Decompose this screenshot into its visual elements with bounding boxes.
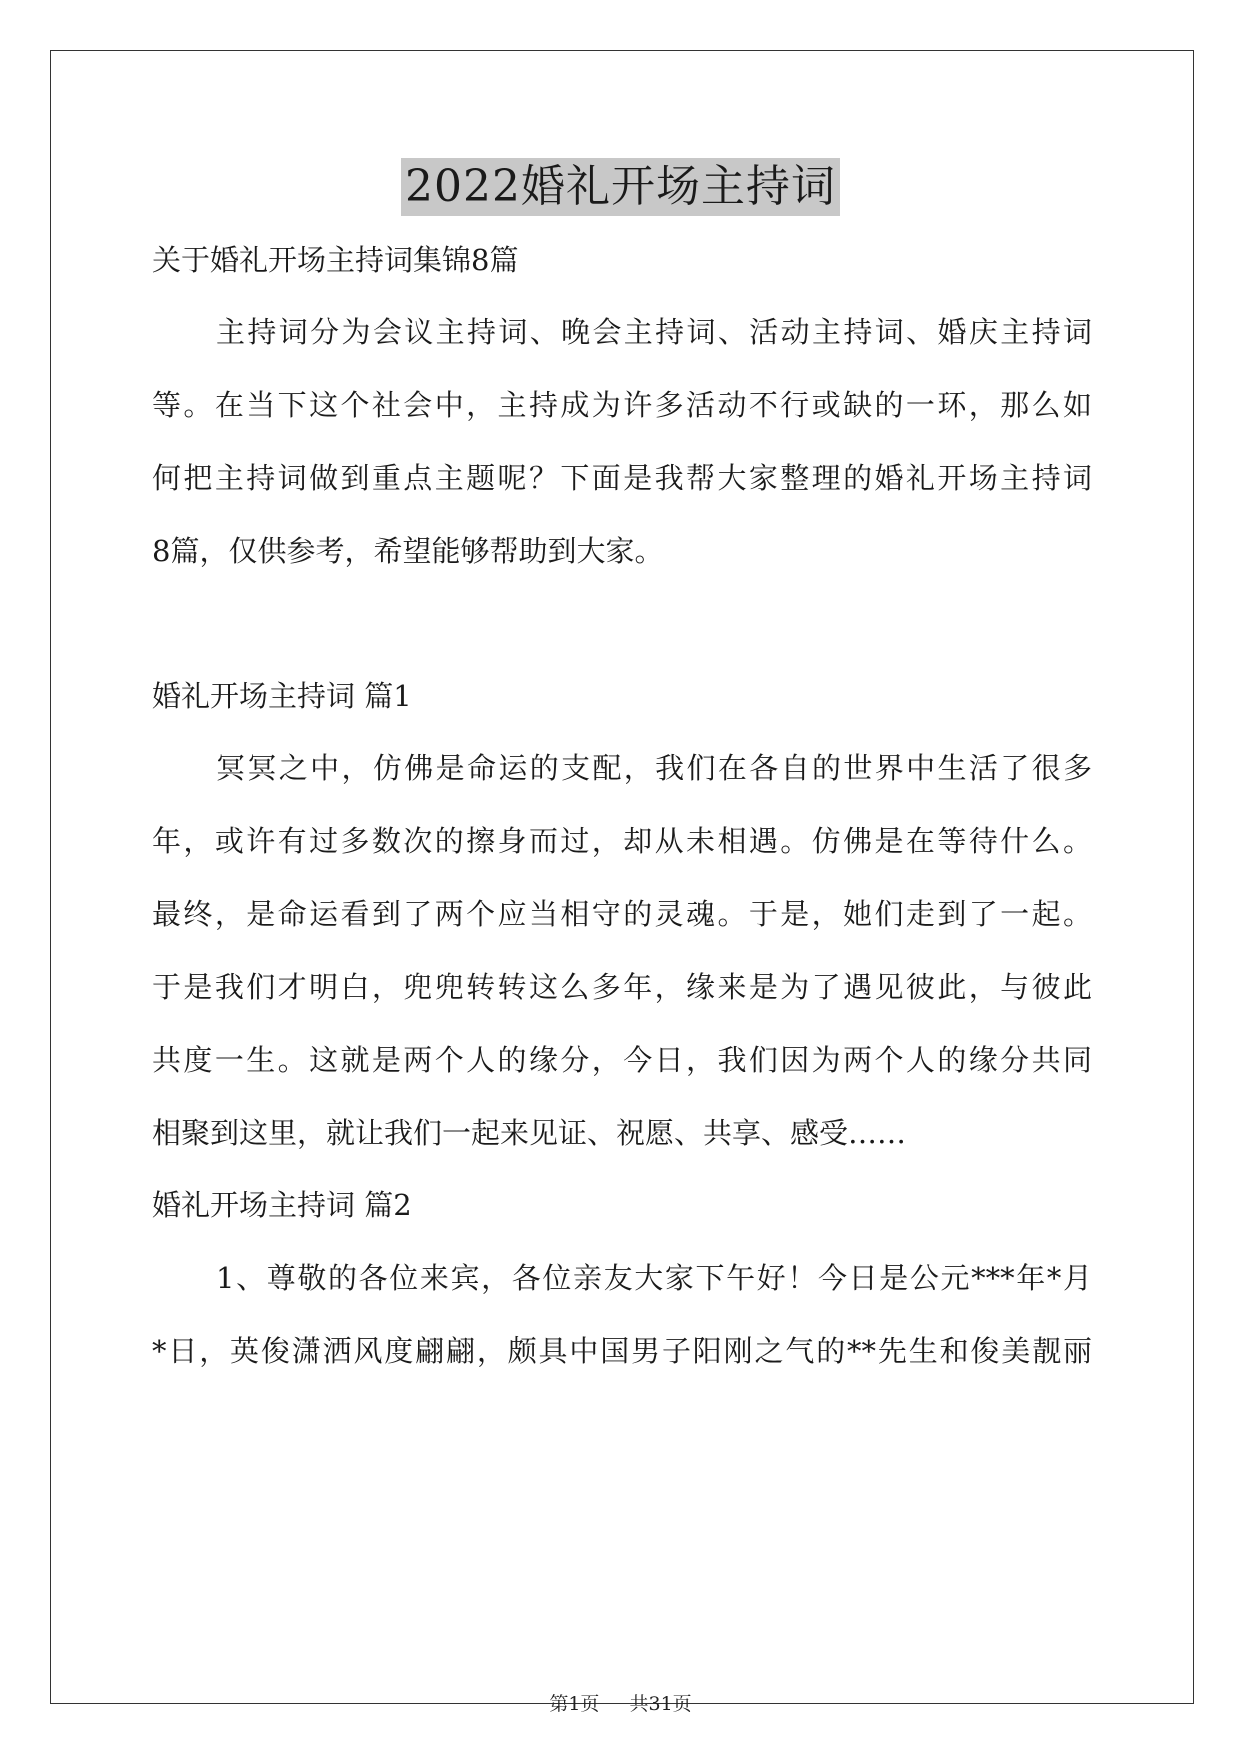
intro-line: 8篇，仅供参考，希望能够帮助到大家。: [152, 534, 664, 568]
section1-line: 相聚到这里，就让我们一起来见证、祝愿、共享、感受……: [152, 1116, 907, 1150]
intro-line: 何把主持词做到重点主题呢？下面是我帮大家整理的婚礼开场主持词: [152, 461, 1092, 495]
section-heading: 婚礼开场主持词 篇1: [152, 679, 412, 713]
section2-line: *日，英俊潇洒风度翩翩，颇具中国男子阳刚之气的**先生和俊美靓丽: [152, 1334, 1092, 1368]
page-footer: [0, 1692, 1241, 1716]
section1-line: 最终，是命运看到了两个应当相守的灵魂。于是，她们走到了一起。: [152, 897, 1092, 931]
document-subtitle: 关于婚礼开场主持词集锦8篇: [152, 243, 519, 277]
intro-line: 主持词分为会议主持词、晚会主持词、活动主持词、婚庆主持词: [216, 315, 1092, 349]
document-title-text: 2022婚礼开场主持词: [401, 158, 840, 216]
page-number: 第1页: [549, 1693, 600, 1715]
document-title: [0, 158, 1241, 216]
section1-line: 冥冥之中，仿佛是命运的支配，我们在各自的世界中生活了很多: [216, 751, 1092, 785]
intro-line: 等。在当下这个社会中，主持成为许多活动不行或缺的一环，那么如: [152, 388, 1092, 422]
page-total: 共31页: [629, 1693, 692, 1715]
section1-line: 年，或许有过多数次的擦身而过，却从未相遇。仿佛是在等待什么。: [152, 824, 1092, 858]
section1-line: 共度一生。这就是两个人的缘分，今日，我们因为两个人的缘分共同: [152, 1043, 1092, 1077]
section1-line: 于是我们才明白，兜兜转转这么多年，缘来是为了遇见彼此，与彼此: [152, 970, 1092, 1004]
page-border: [50, 50, 1194, 1704]
section-heading: 婚礼开场主持词 篇2: [152, 1188, 412, 1222]
section2-line: 1、尊敬的各位来宾，各位亲友大家下午好！今日是公元***年*月: [216, 1261, 1092, 1295]
